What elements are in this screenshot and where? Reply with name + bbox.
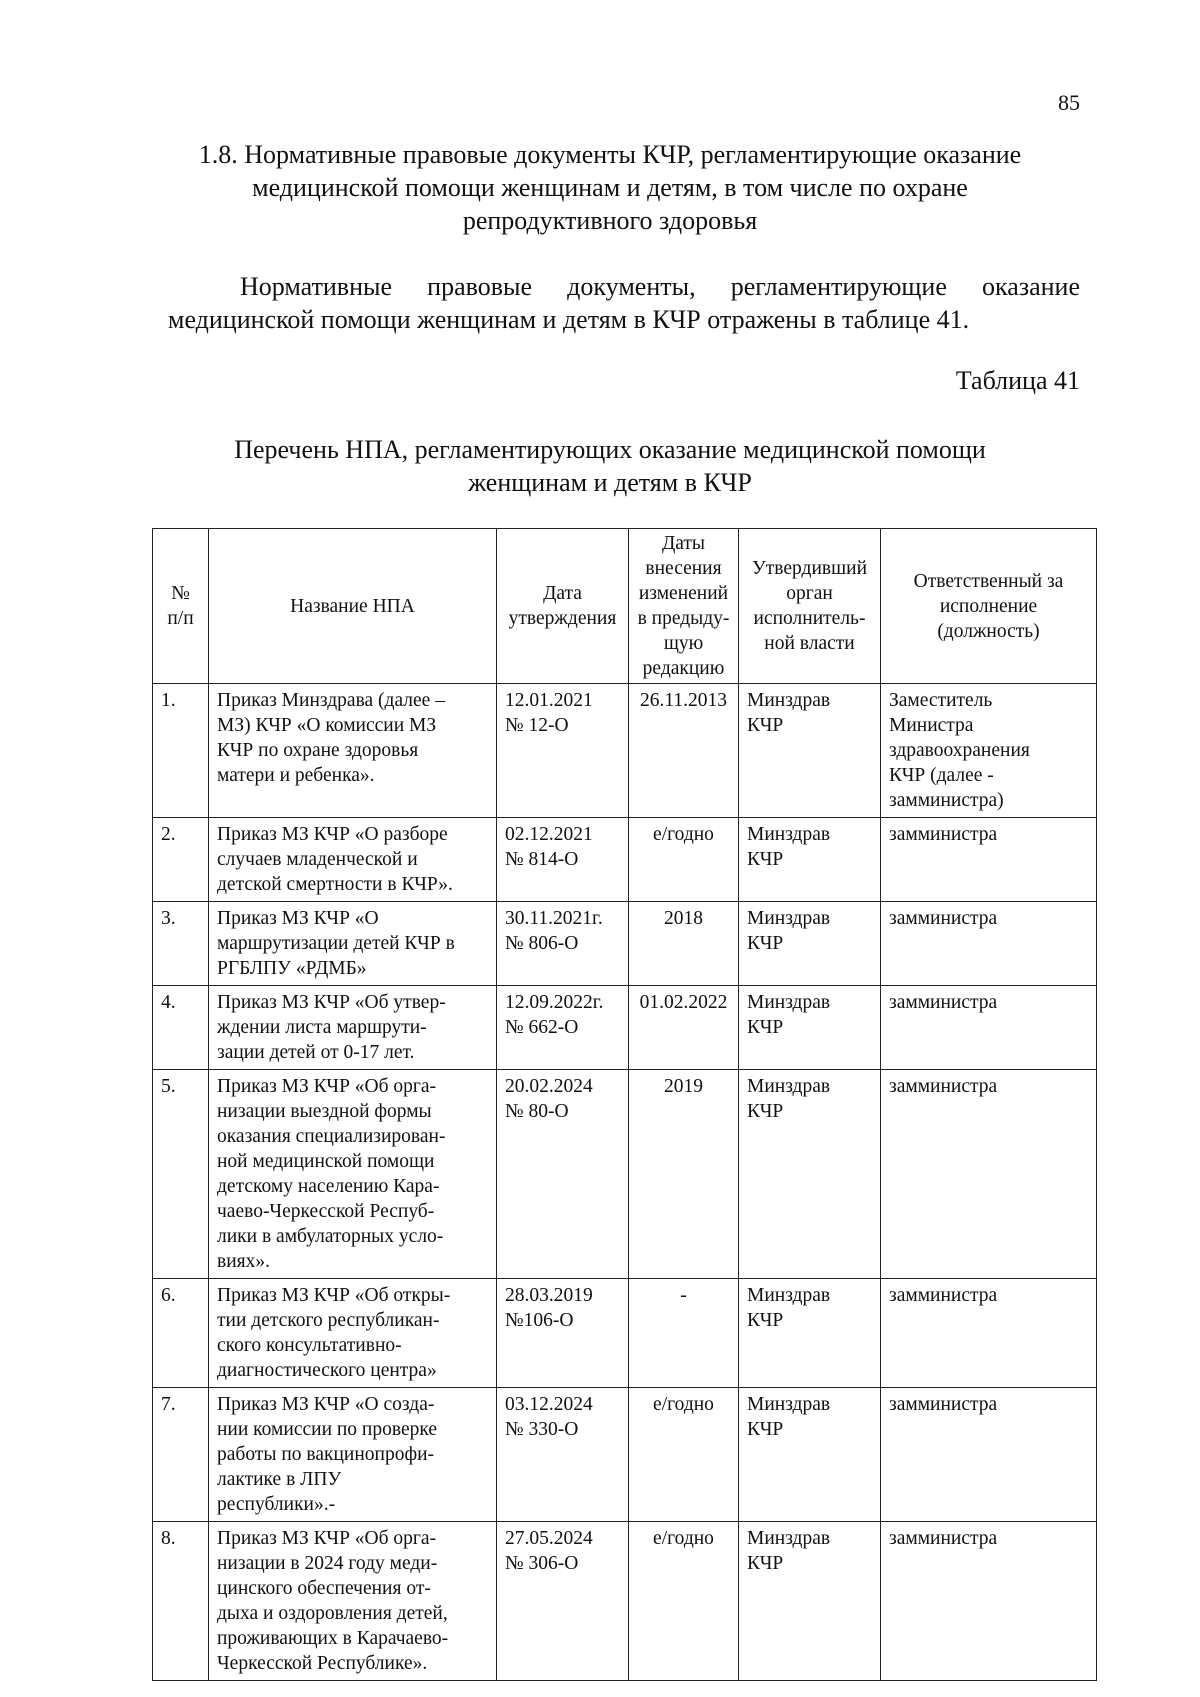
header-organ: Утвердивший орган исполнитель- ной власти [739,529,881,684]
cell-name: Приказ МЗ КЧР «Об утвер- ждении листа маршрути- зации детей от 0-17 лет. [209,986,497,1070]
table-row [153,684,1097,818]
table-row [153,986,1097,1070]
cell-number: 8. [153,1522,209,1681]
cell-number: 3. [153,902,209,986]
cell-number: 7. [153,1388,209,1522]
cell-responsible: замминистра [881,1279,1097,1388]
cell-name: Приказ Минздрава (далее – МЗ) КЧР «О комиссии МЗ КЧР по охране здоровья матери и ребенка». [209,684,497,818]
cell-changes: 26.11.2013 [629,684,739,818]
cell-name: Приказ МЗ КЧР «О маршрутизации детей КЧР в РГБЛПУ «РДМБ» [209,902,497,986]
cell-changes: е/годно [629,818,739,902]
page-number: 85 [1058,90,1080,115]
cell-organ: Минздрав КЧР [739,818,881,902]
cell-responsible: Заместитель Министра здравоохранения КЧР (далее - замминистра) [881,684,1097,818]
cell-changes: 2019 [629,1070,739,1279]
cell-organ: Минздрав КЧР [739,1522,881,1681]
table-label: Таблица 41 [955,366,1080,395]
npa-table [152,528,1097,1681]
cell-responsible: замминистра [881,1388,1097,1522]
cell-number: 6. [153,1279,209,1388]
cell-date: 12.01.2021 № 12-О [497,684,629,818]
table-title [140,433,1080,499]
cell-date: 30.11.2021г. № 806-О [497,902,629,986]
cell-changes: - [629,1279,739,1388]
cell-date: 27.05.2024 № 306-О [497,1522,629,1681]
cell-organ: Минздрав КЧР [739,1070,881,1279]
cell-responsible: замминистра [881,1522,1097,1681]
table-row [153,1388,1097,1522]
cell-name: Приказ МЗ КЧР «О созда- нии комиссии по проверке работы по вакцинопрофи- лактике в ЛПУ республики».- [209,1388,497,1522]
cell-responsible: замминистра [881,1070,1097,1279]
table-row [153,1279,1097,1388]
header-changes: Даты внесения изменений в предыду- щую редакцию [629,529,739,684]
cell-responsible: замминистра [881,902,1097,986]
cell-changes: 2018 [629,902,739,986]
section-title-line: 1.8. Нормативные правовые документы КЧР, регламентирующие оказание [198,140,1022,169]
cell-organ: Минздрав КЧР [739,1279,881,1388]
table-header-row [153,529,1097,684]
cell-date: 12.09.2022г. № 662-О [497,986,629,1070]
table-row [153,818,1097,902]
header-name: Название НПА [209,529,497,684]
cell-responsible: замминистра [881,818,1097,902]
cell-changes: 01.02.2022 [629,986,739,1070]
cell-name: Приказ МЗ КЧР «Об орга- низации в 2024 году меди- цинского обеспечения от- дыха и оздоровления детей, проживающих в Карачаево- Черкесской Республике». [209,1522,497,1681]
cell-date: 02.12.2021 № 814-О [497,818,629,902]
intro-line: медицинской помощи женщинам и детям в КЧР отражены в таблице 41. [168,305,970,334]
cell-date: 28.03.2019 №106-О [497,1279,629,1388]
cell-organ: Минздрав КЧР [739,986,881,1070]
table-row [153,1522,1097,1681]
cell-date: 03.12.2024 № 330-О [497,1388,629,1522]
header-date: Дата утверждения [497,529,629,684]
header-number: № п/п [153,529,209,684]
cell-number: 1. [153,684,209,818]
table-title-line: Перечень НПА, регламентирующих оказание медицинской помощи [234,435,986,464]
table-row [153,902,1097,986]
cell-changes: е/годно [629,1388,739,1522]
cell-date: 20.02.2024 № 80-О [497,1070,629,1279]
cell-organ: Минздрав КЧР [739,902,881,986]
intro-paragraph [168,270,1080,336]
section-title-line: репродуктивного здоровья [462,206,758,235]
cell-number: 2. [153,818,209,902]
cell-number: 5. [153,1070,209,1279]
cell-responsible: замминистра [881,986,1097,1070]
table-row [153,1070,1097,1279]
section-title [140,138,1080,237]
cell-name: Приказ МЗ КЧР «Об откры- тии детского республикан- ского консультативно- диагностического центра» [209,1279,497,1388]
cell-name: Приказ МЗ КЧР «Об орга- низации выездной формы оказания специализирован- ной медицинской помощи детскому населению Кара- чаево-Черкесской Респуб- лики в амбулаторных усло- виях». [209,1070,497,1279]
cell-organ: Минздрав КЧР [739,684,881,818]
cell-organ: Минздрав КЧР [739,1388,881,1522]
intro-line: Нормативные правовые документы, регламентирующие оказание [240,272,1080,301]
cell-name: Приказ МЗ КЧР «О разборе случаев младенческой и детской смертности в КЧР». [209,818,497,902]
cell-number: 4. [153,986,209,1070]
header-responsible: Ответственный за исполнение (должность) [881,529,1097,684]
table-title-line: женщинам и детям в КЧР [468,468,752,497]
cell-changes: е/годно [629,1522,739,1681]
section-title-line: медицинской помощи женщинам и детям, в том числе по охране [252,173,968,202]
